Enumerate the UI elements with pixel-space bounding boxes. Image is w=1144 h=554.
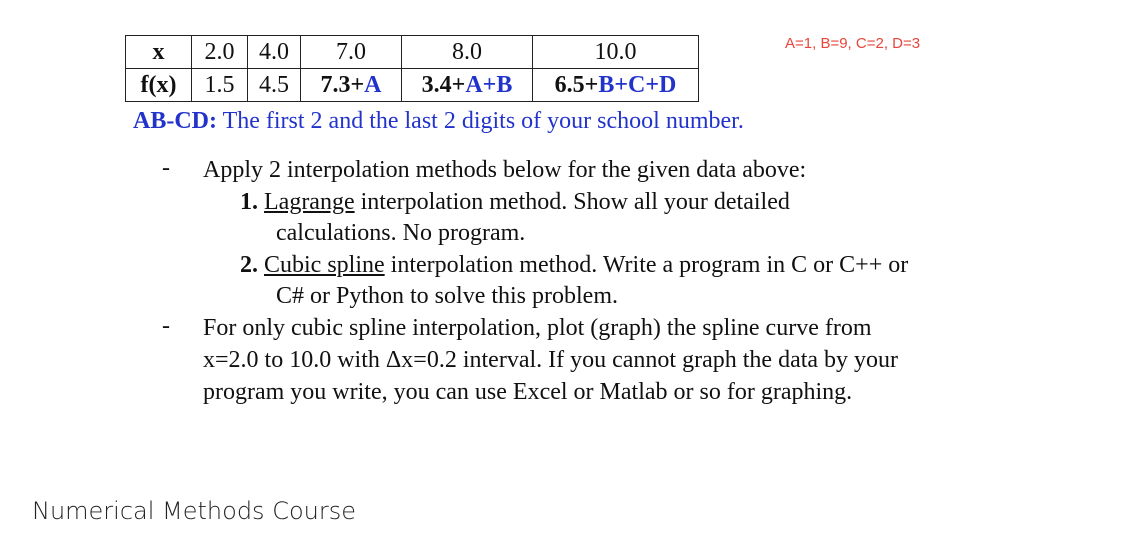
fx-row <box>126 69 699 102</box>
fx-value-part: B+C+D <box>598 72 677 98</box>
method-name-lagrange: Lagrange <box>264 189 355 215</box>
item-number: 1. <box>240 189 258 215</box>
fx-value-part: 7.3+ <box>320 72 365 98</box>
fx-value-part: 1.5 <box>204 72 235 98</box>
abcd-key: AB-CD: <box>133 108 217 134</box>
fx-value-part: 4.5 <box>259 72 289 98</box>
bullet-dash: - <box>162 313 170 339</box>
x-value-cell: 8.0 <box>402 36 533 69</box>
data-table-container <box>125 35 699 102</box>
data-table <box>125 35 699 102</box>
fx-value-part: A <box>364 72 382 98</box>
method-item-1-continued: calculations. No program. <box>276 220 526 246</box>
method-item-2-continued: C# or Python to solve this problem. <box>276 283 618 309</box>
method-item-1 <box>240 187 790 217</box>
instruction-line: Apply 2 interpolation methods below for the given data above: <box>203 157 807 183</box>
variable-values-note: A=1, B=9, C=2, D=3 <box>785 35 921 52</box>
x-value-cell: 2.0 <box>192 36 248 69</box>
fx-value-cell <box>533 69 699 102</box>
plot-instruction-line: program you write, you can use Excel or Matlab or so for graphing. <box>203 379 853 405</box>
method-desc: interpolation method. Show all your detailed <box>354 189 790 215</box>
abcd-definition <box>133 108 744 135</box>
fx-value-part: 3.4+ <box>421 72 466 98</box>
fx-value-cell <box>192 69 248 102</box>
method-item-2 <box>240 250 908 280</box>
plot-instruction-line: x=2.0 to 10.0 with Δx=0.2 interval. If you cannot graph the data by your <box>203 347 899 373</box>
fx-label-cell: f(x) <box>126 69 192 102</box>
fx-value-cell <box>248 69 301 102</box>
x-value-cell: 4.0 <box>248 36 301 69</box>
x-row <box>126 36 699 69</box>
method-name-cubic-spline: Cubic spline <box>264 252 385 278</box>
x-value-cell: 10.0 <box>533 36 699 69</box>
x-label-cell: x <box>126 36 192 69</box>
fx-value-cell <box>301 69 402 102</box>
item-number: 2. <box>240 252 258 278</box>
course-title: Numerical Methods Course <box>32 497 356 525</box>
fx-value-cell <box>402 69 533 102</box>
fx-value-part: 6.5+ <box>554 72 599 98</box>
abcd-text: The first 2 and the last 2 digits of your school number. <box>217 108 744 134</box>
method-desc: interpolation method. Write a program in C or C++ or <box>384 252 909 278</box>
fx-value-part: A+B <box>465 72 513 98</box>
bullet-dash: - <box>162 155 170 181</box>
plot-instruction-line: For only cubic spline interpolation, plot (graph) the spline curve from <box>203 315 872 341</box>
x-value-cell: 7.0 <box>301 36 402 69</box>
